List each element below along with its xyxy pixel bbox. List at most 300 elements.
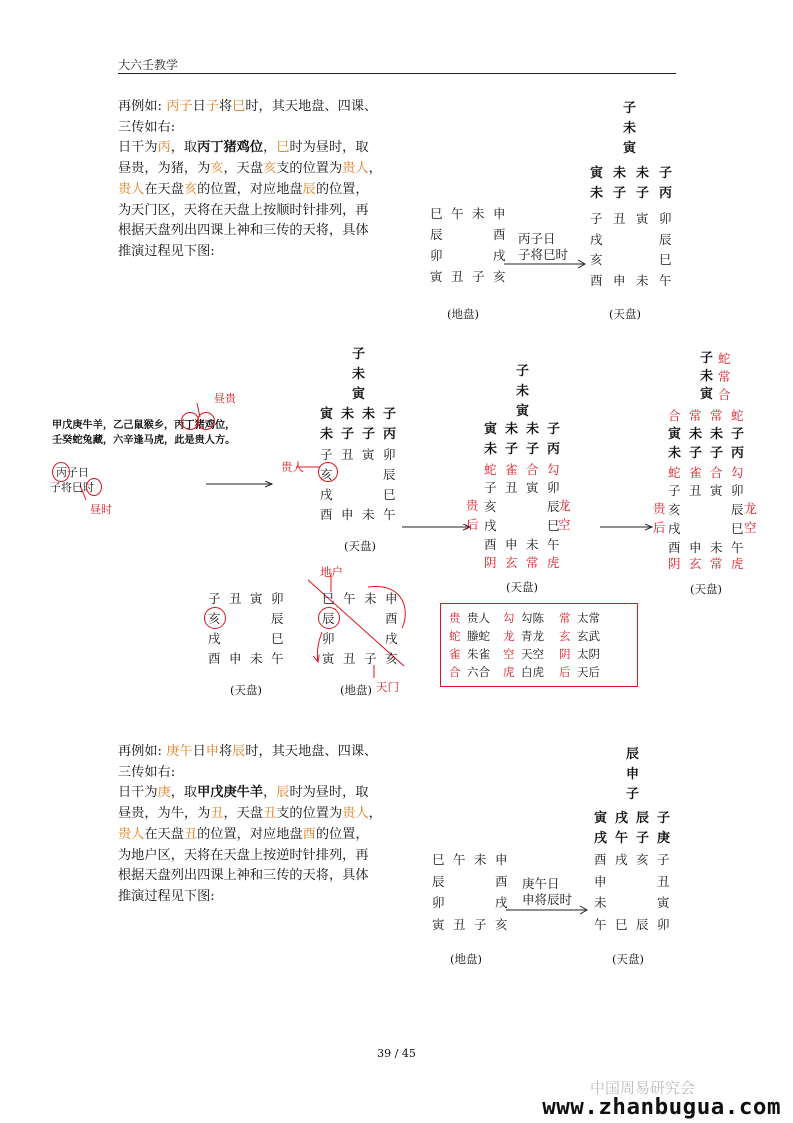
dipan-char: 戌 — [495, 895, 508, 910]
ke-general: 雀 — [505, 462, 518, 477]
faint-watermark: 中国周易研究会 — [590, 1079, 696, 1097]
chuan-char: 子 — [623, 101, 637, 116]
dipan-char: 午 — [453, 852, 466, 867]
dipan-char: 子 — [364, 651, 377, 666]
text-run: ，天盘 — [223, 161, 264, 177]
tianpan-char: 辰 — [731, 502, 744, 517]
tianpan-char: 丑 — [505, 480, 518, 495]
ke-general: 合 — [710, 465, 723, 480]
chuan-char: 子 — [626, 787, 640, 802]
text-run: 日干为 — [118, 140, 158, 156]
tianpan-char: 酉 — [320, 507, 333, 522]
dipan-char: 巳 — [432, 852, 445, 867]
ke-char: 子 — [526, 442, 540, 457]
tianpan-char: 申 — [689, 540, 702, 555]
legend-abbr: 后 — [559, 665, 571, 679]
circle-guiren-hai — [318, 462, 338, 482]
circle-ji — [197, 412, 215, 430]
ke-char: 未 — [668, 446, 682, 461]
dipan-char: 酉 — [493, 227, 506, 242]
highlight-term: 巳 — [276, 140, 290, 156]
tianpan-char: 巳 — [659, 252, 672, 267]
ke-char: 未 — [590, 186, 604, 201]
dipan-char: 辰 — [430, 227, 443, 242]
ke-general: 勾 — [547, 462, 560, 477]
tianpan-char: 子 — [657, 852, 670, 867]
tianpan-char: 寅 — [657, 895, 670, 910]
highlight-term: 申 — [205, 744, 219, 759]
highlight-term: 贵人 — [118, 826, 145, 842]
page-header: 大六壬教学 — [118, 58, 179, 72]
highlight-term: 酉 — [302, 826, 316, 842]
ring-general: 后 — [653, 520, 666, 535]
dipan-char: 申 — [495, 852, 508, 867]
dipan-char: 辰 — [322, 611, 335, 626]
text-run: 三传如右: — [118, 119, 176, 135]
ring-general: 阴 — [484, 555, 497, 570]
ke-general: 蛇 — [731, 408, 744, 423]
chuan-char: 子 — [516, 364, 530, 379]
highlight-term: 丙 — [157, 140, 171, 156]
ke-char: 未 — [341, 407, 355, 422]
legend-name: 白虎 — [521, 665, 544, 679]
tianpan-char: 丑 — [657, 873, 670, 889]
dipan-char: 酉 — [495, 873, 508, 889]
ke-char: 子 — [689, 446, 703, 461]
text-line — [118, 783, 386, 804]
text-run: 的位置， — [315, 181, 369, 197]
circle-chen — [318, 607, 340, 629]
dipan-char: 亥 — [495, 916, 508, 932]
highlight-term: 亥 — [263, 161, 277, 177]
legend-name: 六合 — [467, 665, 490, 679]
legend-name: 玄武 — [577, 629, 600, 643]
site-watermark: www.zhanbugua.com — [542, 1094, 781, 1120]
chuan-char: 未 — [516, 384, 530, 399]
rhyme-line: 甲戊庚牛羊，乙己鼠猴乡，丙丁猪鸡位， — [52, 420, 236, 431]
tianpan-char: 申 — [341, 507, 354, 522]
text-run: ， — [368, 161, 382, 177]
text-line — [118, 846, 386, 867]
tianpan-char: 亥 — [484, 499, 497, 514]
ring-general: 龙 — [744, 501, 757, 516]
tianpan-char: 未 — [250, 651, 263, 666]
text-run: 在天盘 — [144, 826, 184, 842]
ke-char: 子 — [636, 831, 650, 846]
text-line — [118, 887, 386, 908]
ring-general: 玄 — [505, 555, 518, 570]
highlight-term: 辰 — [302, 181, 316, 197]
chuan-char: 未 — [352, 367, 366, 382]
tianpan-char: 子 — [590, 211, 603, 226]
tianpan-char: 未 — [362, 507, 375, 522]
highlight-term: 贵人 — [342, 806, 369, 822]
ring-general: 常 — [526, 555, 539, 570]
ke-char: 子 — [341, 427, 355, 442]
tianpan-char: 午 — [547, 537, 560, 552]
chuan-general: 常 — [718, 369, 731, 384]
chuan-char: 寅 — [352, 387, 366, 402]
ke-general: 合 — [526, 462, 539, 477]
text-run: 支的位置为 — [276, 806, 343, 822]
tianpan-char: 寅 — [362, 447, 375, 462]
text-run: 昼贵，为牛，为 — [118, 806, 211, 822]
highlight-term: 子 — [205, 99, 219, 114]
text-line — [118, 825, 386, 846]
tianpan-char: 卯 — [547, 480, 560, 495]
note-zhougui: 昼贵 — [214, 392, 236, 405]
ring-general: 玄 — [689, 556, 702, 571]
highlight-term: 亥 — [183, 181, 198, 197]
tianpan-char: 申 — [613, 272, 626, 288]
text-run: ，取 — [170, 140, 198, 156]
ring-general: 阴 — [668, 556, 681, 571]
tianpan-char: 申 — [229, 651, 242, 666]
dipan-char: 寅 — [432, 916, 445, 932]
ke-char: 子 — [613, 186, 627, 201]
tianpan-char: 酉 — [668, 540, 681, 555]
tianpan-char: 丑 — [613, 211, 626, 226]
ke-char: 子 — [362, 427, 376, 442]
text-run: 为天门区，天将在天盘上按顺时针排列，再 — [118, 202, 369, 218]
legend-abbr: 贵 — [449, 611, 461, 625]
dipan-char: 丑 — [451, 269, 464, 284]
rule-phrase: 甲戊庚牛羊 — [197, 785, 264, 801]
tianpan-char: 未 — [526, 537, 539, 552]
ke-char: 未 — [526, 422, 540, 437]
text-run: 在天盘 — [144, 181, 184, 197]
legend-name: 勾陈 — [521, 611, 544, 625]
tianpan-char: 辰 — [659, 231, 672, 247]
tianpan-char: 戌 — [320, 487, 333, 502]
ke-general: 勾 — [731, 465, 744, 480]
caption-dipan: (地盘) — [447, 307, 479, 321]
highlight-term: 辰 — [276, 785, 290, 801]
tianpan-char: 子 — [484, 480, 497, 495]
legend-name: 青龙 — [521, 629, 544, 643]
caption-tianpan: (天盘) — [506, 580, 538, 594]
chuan-general: 合 — [718, 387, 731, 402]
dipan-char: 申 — [493, 206, 506, 221]
highlight-term: 贵人 — [118, 181, 145, 197]
highlight-term: 庚午 — [166, 744, 193, 759]
ke-char: 丙 — [731, 446, 745, 461]
legend-abbr: 空 — [503, 647, 515, 661]
tianpan-char: 酉 — [208, 651, 221, 666]
tianpan-char: 寅 — [636, 211, 649, 226]
ke-char: 辰 — [636, 811, 650, 826]
chuan-char: 辰 — [626, 747, 640, 762]
chuan-char: 寅 — [516, 404, 530, 419]
tianmen-label: 天门 — [376, 680, 399, 694]
date-small: 子将巳时 — [50, 481, 94, 494]
ke-char: 子 — [505, 442, 519, 457]
dipan-char: 戌 — [385, 631, 398, 646]
tianpan-char: 辰 — [547, 499, 560, 514]
chuan-char: 寅 — [700, 387, 714, 402]
legend-name: 朱雀 — [467, 647, 490, 661]
ke-general: 常 — [689, 408, 702, 423]
text-run: ，天盘 — [223, 806, 264, 822]
ke-char: 子 — [659, 166, 673, 181]
circle-si — [86, 478, 102, 496]
tianpan-char: 戌 — [208, 631, 221, 646]
tianpan-char: 酉 — [484, 537, 497, 552]
tianpan-char: 午 — [594, 916, 607, 932]
text-line — [118, 763, 386, 784]
ring-general: 常 — [710, 556, 723, 571]
chuan-char: 子 — [700, 351, 714, 366]
circle-zi — [52, 462, 70, 482]
ke-char: 寅 — [590, 166, 604, 181]
tianpan-char: 未 — [710, 540, 723, 555]
tianpan-char: 寅 — [250, 591, 263, 606]
caption-tianpan: (天盘) — [344, 539, 376, 553]
tianpan-char: 未 — [636, 272, 649, 288]
ke-char: 戌 — [594, 831, 608, 846]
page-number: 39 / 45 — [377, 1047, 416, 1060]
ke-char: 丙 — [547, 442, 561, 457]
highlight-term: 庚 — [157, 785, 171, 801]
dipan-char: 戌 — [493, 248, 506, 263]
ke-char: 子 — [657, 811, 671, 826]
text-run: 的位置，对应地盘 — [197, 181, 303, 197]
rhyme-line: 壬癸蛇兔藏，六辛逢马虎，此是贵人方。 — [52, 435, 236, 446]
ke-char: 未 — [505, 422, 519, 437]
caption-dipan: (地盘) — [340, 683, 372, 697]
highlight-term: 巳 — [232, 99, 246, 114]
legend-name: 天空 — [521, 647, 544, 661]
highlight-term: 丑 — [210, 806, 224, 822]
ring-general: 后 — [466, 517, 479, 532]
dipan-char: 巳 — [322, 591, 335, 606]
dipan-char: 丑 — [343, 651, 356, 666]
text-run: 再例如: — [118, 744, 167, 759]
text-run: 时为昼时，取 — [289, 785, 369, 801]
ring-general: 贵 — [466, 498, 479, 513]
text-run: 根据天盘列出四课上神和三传的天将，具体 — [118, 223, 369, 239]
dihu-label: 地户 — [320, 565, 343, 579]
ke-char: 子 — [383, 407, 397, 422]
dipan-char: 卯 — [432, 895, 445, 910]
text-run: 时，其天地盘、四课、 — [245, 744, 378, 759]
ke-general: 蛇 — [668, 465, 681, 480]
legend-abbr: 雀 — [449, 647, 461, 661]
dipan-char: 丑 — [453, 916, 466, 932]
text-run: 的位置， — [315, 826, 369, 842]
highlight-term: 辰 — [232, 744, 246, 759]
text-line — [118, 866, 386, 887]
tianpan-char: 卯 — [271, 591, 284, 606]
highlight-term: 丑 — [263, 806, 277, 822]
chuan-char: 申 — [626, 767, 640, 782]
tianpan-char: 丑 — [229, 591, 242, 606]
example2-paragraph — [118, 742, 386, 908]
ke-char: 未 — [689, 427, 703, 442]
ke-char: 午 — [615, 831, 629, 846]
dipan-char: 子 — [472, 269, 485, 284]
text-run: 再例如: — [118, 99, 167, 114]
arrow-label: 申将辰时 — [522, 892, 573, 907]
text-run: 推演过程见下图: — [118, 243, 215, 259]
dipan-char: 未 — [472, 206, 485, 221]
dipan-char: 子 — [474, 916, 487, 932]
tianpan-char: 戌 — [615, 852, 628, 867]
highlight-term: 丑 — [183, 826, 198, 842]
tianpan-char: 巳 — [547, 518, 560, 533]
legend-name: 太常 — [577, 611, 600, 625]
text-run: 昼贵，为猪，为 — [118, 161, 211, 177]
text-run: 三传如右: — [118, 764, 176, 780]
ke-char: 寅 — [320, 407, 334, 422]
ke-general: 常 — [710, 408, 723, 423]
caption-dipan: (地盘) — [450, 952, 482, 966]
tianpan-char: 酉 — [594, 852, 607, 867]
ring-general: 贵 — [653, 501, 666, 516]
dipan-char: 午 — [343, 591, 356, 606]
arrow-label: 子将巳时 — [518, 247, 569, 262]
text-run: 日 — [192, 99, 206, 114]
tianpan-char: 巳 — [271, 631, 284, 646]
ring-general: 空 — [744, 520, 757, 535]
tianpan-char: 亥 — [590, 252, 603, 267]
tianpan-char: 卯 — [659, 211, 672, 226]
chuan-char: 子 — [352, 347, 366, 362]
ring-general: 虎 — [731, 556, 744, 571]
caption-tianpan: (天盘) — [230, 683, 262, 697]
ke-char: 丙 — [659, 186, 673, 201]
ke-char: 寅 — [594, 811, 608, 826]
tianpan-char: 卯 — [657, 916, 670, 932]
arrow-label: 庚午日 — [522, 876, 560, 891]
ke-char: 子 — [547, 422, 561, 437]
tianpan-char: 午 — [731, 540, 744, 555]
ke-char: 庚 — [657, 831, 671, 846]
text-run: 时，其天地盘、四课、 — [245, 99, 378, 114]
text-run: 日干为 — [118, 785, 158, 801]
tianpan-char: 亥 — [668, 502, 681, 517]
tianpan-char: 丑 — [341, 447, 354, 462]
tianpan-char: 辰 — [383, 467, 396, 482]
tianpan-char: 卯 — [383, 447, 396, 462]
dipan-char: 申 — [385, 591, 398, 606]
caption-tianpan: (天盘) — [612, 952, 644, 966]
note-zhoushi: 昼时 — [90, 503, 112, 516]
text-run: 根据天盘列出四课上神和三传的天将，具体 — [118, 868, 369, 884]
dipan-char: 辰 — [432, 873, 445, 889]
legend-abbr: 勾 — [503, 611, 515, 625]
legend-abbr: 阴 — [559, 647, 571, 661]
tianpan-char: 卯 — [731, 483, 744, 498]
highlight-term: 亥 — [210, 161, 224, 177]
dipan-char: 亥 — [385, 651, 398, 666]
ke-char: 未 — [636, 166, 650, 181]
text-run: 日 — [192, 744, 206, 759]
tianpan-char: 寅 — [526, 480, 539, 495]
text-line — [118, 742, 386, 763]
text-run: 时为昼时，取 — [289, 140, 369, 156]
ke-char: 子 — [636, 186, 650, 201]
tianpan-char: 巳 — [383, 487, 396, 502]
rule-phrase: 丙丁猪鸡位 — [197, 140, 264, 156]
ke-char: 未 — [710, 427, 724, 442]
tianpan-char: 午 — [271, 651, 284, 666]
general-legend — [440, 603, 638, 687]
tianpan-char: 亥 — [208, 611, 221, 626]
legend-name: 天后 — [577, 665, 600, 679]
dipan-char: 午 — [451, 206, 464, 221]
dipan-char: 酉 — [385, 611, 398, 626]
legend-name: 太阴 — [577, 647, 600, 661]
text-run: 将 — [218, 99, 233, 114]
guiren-label: 贵人 — [281, 460, 304, 474]
ke-char: 戌 — [615, 811, 629, 826]
text-run: 推演过程见下图: — [118, 888, 215, 904]
ke-char: 未 — [613, 166, 627, 181]
dipan-char: 未 — [364, 591, 377, 606]
ring-general: 空 — [558, 517, 571, 532]
chuan-char: 未 — [623, 121, 637, 136]
dipan-char: 卯 — [430, 248, 443, 263]
legend-abbr: 玄 — [559, 629, 571, 643]
dipan-char: 巳 — [430, 206, 443, 221]
caption-tianpan: (天盘) — [609, 307, 641, 321]
legend-abbr: 虎 — [503, 665, 515, 679]
ke-char: 寅 — [668, 427, 682, 442]
highlight-term: 贵人 — [342, 161, 369, 177]
text-run: ， — [263, 140, 277, 156]
caption-tianpan: (天盘) — [690, 582, 722, 596]
text-run: 支的位置为 — [276, 161, 343, 177]
tianpan-char: 酉 — [590, 272, 603, 288]
chuan-char: 寅 — [623, 141, 637, 156]
ke-char: 未 — [362, 407, 376, 422]
text-run: ， — [368, 806, 382, 822]
text-run: ， — [263, 785, 277, 801]
tianpan-char: 辰 — [636, 916, 649, 932]
legend-abbr: 常 — [559, 611, 571, 625]
ke-char: 子 — [731, 427, 745, 442]
dipan-char: 寅 — [430, 269, 443, 284]
tianpan-char: 亥 — [320, 467, 333, 482]
text-line — [118, 804, 386, 825]
tianpan-char: 丑 — [689, 483, 702, 498]
tianpan-char: 寅 — [710, 483, 723, 498]
dipan-char: 卯 — [322, 631, 335, 646]
ke-general: 蛇 — [484, 462, 497, 477]
tianpan-char: 午 — [659, 272, 672, 288]
tianpan-char: 午 — [383, 507, 396, 522]
tianpan-char: 申 — [594, 873, 607, 889]
tianpan-char: 子 — [668, 483, 681, 498]
tianpan-char: 戌 — [590, 231, 603, 247]
text-run: 的位置，对应地盘 — [197, 826, 303, 842]
date-small: 丙子日 — [56, 466, 89, 479]
ke-general: 合 — [668, 408, 681, 423]
text-run: 为地户区，天将在天盘上按逆时针排列，再 — [118, 847, 369, 863]
chuan-char: 未 — [700, 369, 714, 384]
chuan-general: 蛇 — [718, 351, 731, 366]
ke-char: 未 — [484, 442, 498, 457]
ring-general: 虎 — [547, 555, 560, 570]
ke-char: 未 — [320, 427, 334, 442]
tianpan-char: 未 — [594, 895, 607, 910]
dipan-char: 寅 — [322, 651, 335, 666]
legend-name: 贵人 — [467, 611, 490, 625]
legend-abbr: 合 — [449, 665, 461, 679]
ke-char: 寅 — [484, 422, 498, 437]
circle-hai — [204, 607, 226, 629]
